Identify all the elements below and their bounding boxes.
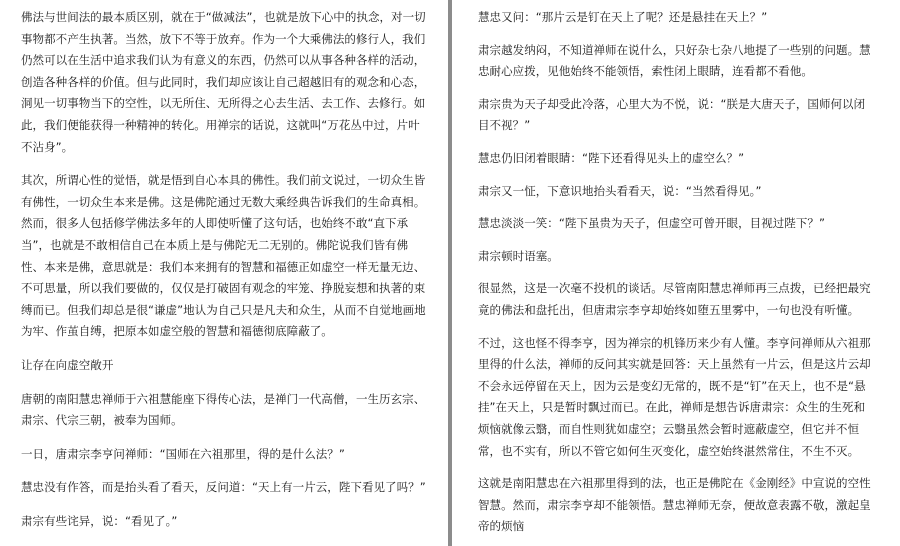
right-page	[452, 0, 900, 546]
paragraph: 很显然，这是一次毫不投机的谈话。尽管南阳慧忠禅师再三点拨，已经把最究竟的佛法和盘托出，但唐肃宗李亨却始终如堕五里雾中，一句也没有听懂。	[478, 281, 871, 317]
paragraph: 肃宗又一怔，下意识地抬头看看天，说：“当然看得见。”	[478, 183, 762, 198]
paragraph: 慧忠淡淡一笑：“陛下虽贵为天子，但虚空可曾开眼，目视过陛下？”	[478, 216, 825, 231]
paragraph: 慧忠又问：“那片云是钉在天上了呢？还是悬挂在天上？”	[478, 10, 768, 24]
paragraph: 其次，所谓心性的觉悟，就是悟到自心本具的佛性。我们前文说过，一切众生皆有佛性，一切众生本来是佛。这是佛陀通过无数大乘经典告诉我们的生命真相。然而，很多人包括修学佛法多年的人即使听懂了这句话，也始终不敢“直下承当”，也就是不敢相信自己在本质上是与佛陀无二无别的。佛陀说我们皆有佛性、本来是佛，意思就是：我们本来拥有的智慧和福德正如虚空一样无量无边、不可思量，所以我们要做的，仅仅是打破固有观念的牢笼、挣脱妄想和执著的束缚而已。但我们却总是很“谦虚”地认为自己只是凡夫和众生，从而不自觉地画地为牢、作茧自缚，把原本如虚空般的智慧和福德彻底障蔽了。	[21, 173, 426, 339]
paragraph: 唐朝的南阳慧忠禅师于六祖慧能座下得传心法，是禅门一代高僧，一生历玄宗、肃宗、代宗三朝，被奉为国师。	[21, 391, 426, 428]
paragraph: 这就是南阳慧忠在六祖那里得到的法，也正是佛陀在《金刚经》中宣说的空性智慧。然而，肃宗李亨却不能领悟。慧忠禅师无奈，便故意表露不敬，激起皇帝的烦恼	[478, 476, 871, 534]
paragraph: 不过，这也怪不得李亨，因为禅宗的机锋历来少有人懂。李亨问禅师从六祖那里得的什么法，禅师的反问其实就是回答：天上虽然有一片云，但是这片云却不会永远停留在天上，因为云是变幻无常的，既不是“钉”在天上，也不是“悬挂”在天上，只是暂时飘过而已。在此，禅师是想告诉唐肃宗：众生的生死和烦恼就像云翳，而自性则犹如虚空；云翳虽然会暂时遮蔽虚空，但它并不恒常，也不实有，所以不管它如何生灭变化，虚空始终湛然常住，不生不灭。	[478, 335, 871, 458]
paragraph: 肃宗越发纳闷，不知道禅师在说什么，只好杂七杂八地提了一些别的问题。慧忠耐心应拨，见他始终不能领悟，索性闭上眼睛，连看都不看他。	[478, 42, 871, 79]
paragraph: 肃宗顿时语塞。	[478, 248, 559, 263]
paragraph: 肃宗贵为天子却受此冷落，心里大为不悦，说：“朕是大唐天子，国师何以闭目不视？”	[478, 96, 866, 133]
section-heading: 让存在向虚空敞开	[21, 357, 114, 372]
left-page	[0, 0, 448, 546]
paragraph: 肃宗有些诧异，说：“看见了。”	[21, 513, 178, 528]
paragraph: 慧忠没有作答，而是抬头看了看天，反问道：“天上有一片云，陛下看见了吗？”	[21, 480, 426, 495]
paragraph: 一日，唐肃宗李亨问禅师：“国师在六祖那里，得的是什么法？”	[21, 446, 345, 461]
paragraph: 慧忠仍旧闭着眼睛：“陛下还看得见头上的虚空么？”	[478, 150, 745, 165]
paragraph: 佛法与世间法的最本质区别，就在于“做减法”，也就是放下心中的执念，对一切事物都不产生执著。当然，放下不等于放弃。作为一个大乘佛法的修行人，我们仍然可以在生活中追求我们认为有意义的东西，仍然可以从事各种各样的活动，创造各种各样的价值。但与此同时，我们却应该让自己超越旧有的观念和心态，洞见一切事物当下的空性，以无所住、无所得之心去生活、去工作、去修行。如此，我们便能获得一种精神的转化。用禅宗的话说，这就叫“万花丛中过，片叶不沾身”。	[21, 10, 426, 154]
